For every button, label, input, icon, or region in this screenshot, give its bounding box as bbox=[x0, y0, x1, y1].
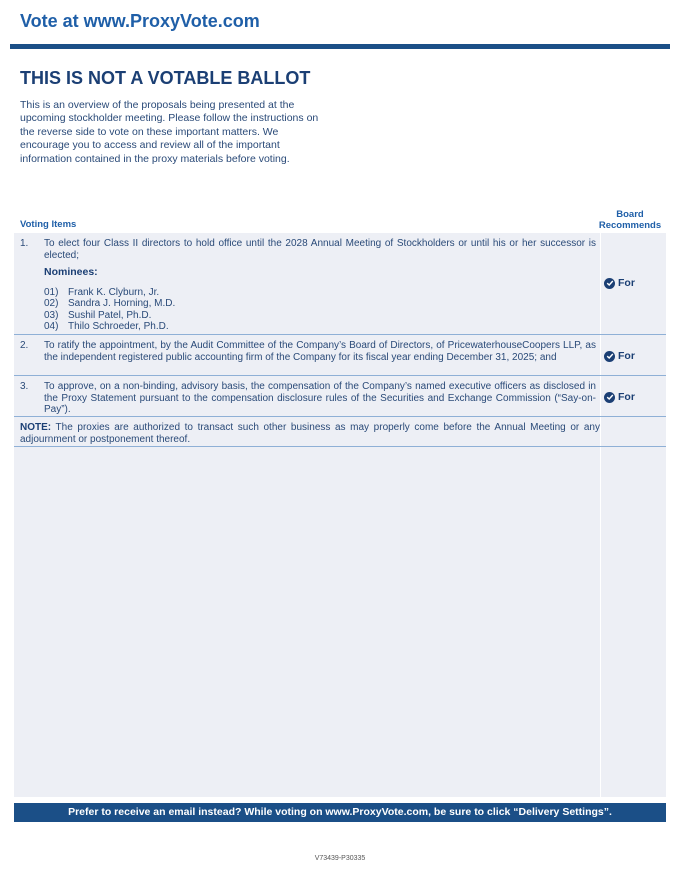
nominee-name: Thilo Schroeder, Ph.D. bbox=[68, 321, 169, 332]
nominee-row bbox=[44, 321, 596, 333]
voting-items-table bbox=[14, 233, 666, 797]
check-circle-icon bbox=[604, 351, 615, 362]
item-number: 3. bbox=[20, 381, 29, 392]
nominee-row bbox=[44, 298, 596, 310]
item-text: To ratify the appointment, by the Audit Committee of the Company’s Board of Directors, of PricewaterhouseCoopers LLP, as the independent registered public accounting firm of the Company for its fiscal year ending December 31, 2025; and bbox=[44, 340, 596, 363]
nominee-name: Sushil Patel, Ph.D. bbox=[68, 309, 152, 321]
nominees-block bbox=[44, 267, 596, 333]
board-recommends-header bbox=[598, 209, 662, 231]
page-title: THIS IS NOT A VOTABLE BALLOT bbox=[20, 68, 311, 88]
voting-items-header: Voting Items bbox=[20, 219, 77, 230]
recommendation bbox=[604, 391, 635, 403]
item-number: 1. bbox=[20, 238, 29, 249]
item-text: To approve, on a non-binding, advisory basis, the compensation of the Company’s named executive officers as disclosed in the Proxy Statement pursuant to the compensation disclosure rules of the Securities and Exchange Commission (“Say-on-Pay”). bbox=[44, 381, 596, 415]
header-rule bbox=[10, 44, 670, 49]
voting-item-2 bbox=[14, 335, 666, 376]
voting-item-1 bbox=[14, 233, 666, 335]
note-row bbox=[14, 417, 666, 447]
nominee-row bbox=[44, 287, 596, 299]
intro-paragraph: This is an overview of the proposals being presented at the upcoming stockholder meeting. Please follow the instructions on the reverse side to vote on these important matters. We encourage you to access and review all of the important information contained in the proxy materials before voting. bbox=[20, 99, 319, 165]
nominee-name: Frank K. Clyburn, Jr. bbox=[68, 286, 160, 298]
board-header-line1: Board bbox=[616, 209, 644, 220]
nominee-number: 04) bbox=[44, 321, 59, 332]
nominee-row bbox=[44, 310, 596, 322]
recommendation bbox=[604, 350, 635, 362]
nominee-name: Sandra J. Horning, M.D. bbox=[68, 298, 176, 309]
document-code: V73439-P30335 bbox=[314, 855, 366, 862]
voting-item-3 bbox=[14, 376, 666, 417]
nominee-number: 02) bbox=[44, 298, 59, 309]
recommendation-label: For bbox=[618, 350, 635, 362]
note-body: The proxies are authorized to transact such other business as may properly come before the Annual Meeting or any adjournment or postponement thereof. bbox=[20, 422, 600, 445]
check-circle-icon bbox=[604, 392, 615, 403]
nominee-number: 01) bbox=[44, 286, 59, 298]
recommendation-label: For bbox=[618, 277, 635, 289]
recommendation bbox=[604, 277, 635, 289]
check-circle-icon bbox=[604, 278, 615, 289]
delivery-settings-banner: Prefer to receive an email instead? While voting on www.ProxyVote.com, be sure to click “Delivery Settings”. bbox=[14, 803, 666, 822]
header-title: Vote at www.ProxyVote.com bbox=[20, 11, 260, 31]
note-label: NOTE: bbox=[20, 422, 52, 433]
item-text: To elect four Class II directors to hold office until the 2028 Annual Meeting of Stockholders or until his or her successor is elected; bbox=[44, 238, 596, 261]
recommendation-label: For bbox=[618, 391, 635, 403]
nominee-number: 03) bbox=[44, 309, 59, 321]
nominees-label: Nominees: bbox=[44, 266, 98, 278]
item-number: 2. bbox=[20, 340, 29, 351]
board-header-line2: Recommends bbox=[598, 220, 662, 231]
note-text bbox=[20, 422, 600, 445]
